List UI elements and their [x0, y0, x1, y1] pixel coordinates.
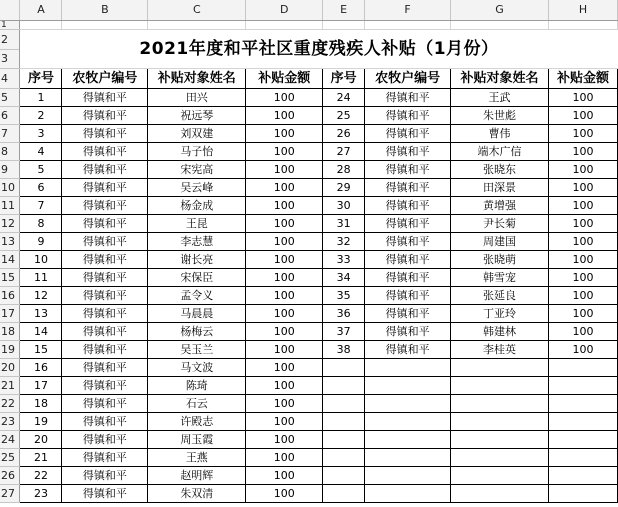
cell-seq[interactable]: 6: [20, 178, 62, 196]
cell-household-id[interactable]: 得镇和平: [62, 448, 148, 466]
cell-amount[interactable]: 100: [548, 142, 617, 160]
row-header[interactable]: [0, 29, 20, 68]
row-header[interactable]: 17: [0, 304, 20, 322]
row-number: 3: [1, 51, 8, 65]
cell-recipient-name[interactable]: 张晓东: [451, 160, 549, 178]
cell-recipient-name[interactable]: 曹伟: [451, 124, 549, 142]
table-row: [0, 430, 618, 448]
table-row: [0, 340, 618, 358]
row-header[interactable]: 1: [0, 20, 20, 29]
cell-household-id[interactable]: 得镇和平: [62, 124, 148, 142]
cell-household-id[interactable]: 得镇和平: [365, 268, 451, 286]
cell-amount[interactable]: [548, 430, 617, 448]
cell-amount[interactable]: 100: [246, 196, 323, 214]
cell-amount[interactable]: 100: [246, 178, 323, 196]
row-header[interactable]: 25: [0, 448, 20, 466]
cell-amount[interactable]: 100: [246, 88, 323, 106]
cell-seq[interactable]: 36: [323, 304, 365, 322]
cell-amount[interactable]: 100: [246, 142, 323, 160]
cell-seq[interactable]: [323, 430, 365, 448]
cell-recipient-name[interactable]: 黄增强: [451, 196, 549, 214]
cell-household-id[interactable]: 得镇和平: [62, 304, 148, 322]
cell-amount[interactable]: 100: [246, 322, 323, 340]
cell-household-id[interactable]: 得镇和平: [62, 340, 148, 358]
header-amount-left[interactable]: 补贴金额: [246, 68, 323, 88]
table-row: [0, 196, 618, 214]
cell-household-id[interactable]: 得镇和平: [365, 340, 451, 358]
cell-seq[interactable]: 15: [20, 340, 62, 358]
cell-amount[interactable]: [548, 376, 617, 394]
cell-seq[interactable]: [323, 448, 365, 466]
cell-amount[interactable]: 100: [246, 214, 323, 232]
cell-seq[interactable]: [323, 376, 365, 394]
cell-recipient-name[interactable]: 孟令义: [148, 286, 246, 304]
cell-recipient-name[interactable]: 吴玉兰: [148, 340, 246, 358]
cell-recipient-name[interactable]: [451, 358, 549, 376]
cell-recipient-name[interactable]: [451, 484, 549, 502]
sheet-row-2: [0, 29, 618, 68]
cell-seq[interactable]: 21: [20, 448, 62, 466]
cell-amount[interactable]: 100: [548, 124, 617, 142]
cell-amount[interactable]: 100: [246, 160, 323, 178]
cell-seq[interactable]: 32: [323, 232, 365, 250]
cell-amount[interactable]: 100: [548, 304, 617, 322]
cell-household-id[interactable]: 得镇和平: [365, 88, 451, 106]
row-header[interactable]: 18: [0, 322, 20, 340]
cell-seq[interactable]: [323, 394, 365, 412]
cell-seq[interactable]: 1: [20, 88, 62, 106]
row-header[interactable]: 26: [0, 466, 20, 484]
cell-seq[interactable]: 27: [323, 142, 365, 160]
cell-household-id[interactable]: 得镇和平: [365, 106, 451, 124]
table-row: [0, 394, 618, 412]
cell-amount[interactable]: 100: [548, 178, 617, 196]
cell-seq[interactable]: 33: [323, 250, 365, 268]
cell[interactable]: [62, 20, 148, 29]
table-row: [0, 106, 618, 124]
row-header[interactable]: 20: [0, 358, 20, 376]
table-row: [0, 412, 618, 430]
cell-amount[interactable]: [548, 394, 617, 412]
table-row: [0, 124, 618, 142]
cell-household-id[interactable]: 得镇和平: [365, 286, 451, 304]
cell-seq[interactable]: 16: [20, 358, 62, 376]
cell-amount[interactable]: 100: [246, 412, 323, 430]
column-header-g[interactable]: G: [451, 0, 549, 20]
header-household-id-right[interactable]: 农牧户编号: [365, 68, 451, 88]
cell[interactable]: [548, 20, 617, 29]
row-header[interactable]: 16: [0, 286, 20, 304]
cell-recipient-name[interactable]: 宋保臣: [148, 268, 246, 286]
cell-seq[interactable]: 19: [20, 412, 62, 430]
cell-seq[interactable]: 22: [20, 466, 62, 484]
table-row: [0, 88, 618, 106]
cell-household-id[interactable]: 得镇和平: [365, 196, 451, 214]
row-header[interactable]: 5: [0, 88, 20, 106]
column-header-a[interactable]: A: [20, 0, 62, 20]
table-row: [0, 448, 618, 466]
cell-recipient-name[interactable]: 周建国: [451, 232, 549, 250]
cell-seq[interactable]: 28: [323, 160, 365, 178]
row-header[interactable]: 7: [0, 124, 20, 142]
cell-household-id[interactable]: 得镇和平: [365, 214, 451, 232]
cell-seq[interactable]: [323, 466, 365, 484]
cell-amount[interactable]: 100: [246, 106, 323, 124]
cell-recipient-name[interactable]: [451, 394, 549, 412]
cell-seq[interactable]: 30: [323, 196, 365, 214]
cell-household-id[interactable]: 得镇和平: [62, 268, 148, 286]
cell-recipient-name[interactable]: [451, 466, 549, 484]
cell-recipient-name[interactable]: [451, 412, 549, 430]
cell-household-id[interactable]: 得镇和平: [62, 376, 148, 394]
table-row: [0, 484, 618, 502]
cell-seq[interactable]: 26: [323, 124, 365, 142]
cell-recipient-name[interactable]: 张晓萌: [451, 250, 549, 268]
cell-recipient-name[interactable]: 马子怡: [148, 142, 246, 160]
cell-household-id[interactable]: 得镇和平: [62, 232, 148, 250]
cell-seq[interactable]: 11: [20, 268, 62, 286]
row-header[interactable]: 4: [0, 68, 20, 88]
cell-recipient-name[interactable]: 宋宪高: [148, 160, 246, 178]
cell-seq[interactable]: 25: [323, 106, 365, 124]
cell-household-id[interactable]: 得镇和平: [62, 412, 148, 430]
cell-seq[interactable]: [323, 484, 365, 502]
table-row: [0, 322, 618, 340]
cell-household-id[interactable]: 得镇和平: [62, 106, 148, 124]
table-row: [0, 214, 618, 232]
row-header[interactable]: 10: [0, 178, 20, 196]
cell-seq[interactable]: 17: [20, 376, 62, 394]
cell-seq[interactable]: 4: [20, 142, 62, 160]
table-row: [0, 142, 618, 160]
cell-recipient-name[interactable]: 朱世彪: [451, 106, 549, 124]
cell-recipient-name[interactable]: [451, 448, 549, 466]
cell-recipient-name[interactable]: 王燕: [148, 448, 246, 466]
header-seq-right[interactable]: 序号: [323, 68, 365, 88]
cell-recipient-name[interactable]: 刘双建: [148, 124, 246, 142]
cell-recipient-name[interactable]: 杨梅云: [148, 322, 246, 340]
cell-recipient-name[interactable]: 田兴: [148, 88, 246, 106]
cell-amount[interactable]: 100: [246, 466, 323, 484]
select-all-corner[interactable]: [0, 0, 20, 20]
cell-seq[interactable]: 18: [20, 394, 62, 412]
cell-recipient-name[interactable]: 陈琦: [148, 376, 246, 394]
cell-recipient-name[interactable]: 杨金成: [148, 196, 246, 214]
table-row: [0, 376, 618, 394]
row-header[interactable]: 12: [0, 214, 20, 232]
cell-recipient-name[interactable]: 李桂英: [451, 340, 549, 358]
cell-seq[interactable]: 31: [323, 214, 365, 232]
cell-recipient-name[interactable]: 祝远琴: [148, 106, 246, 124]
cell-amount[interactable]: 100: [548, 160, 617, 178]
cell-recipient-name[interactable]: 许殿志: [148, 412, 246, 430]
table-row: [0, 160, 618, 178]
cell-amount[interactable]: 100: [246, 394, 323, 412]
cell-household-id[interactable]: 得镇和平: [62, 358, 148, 376]
row-header[interactable]: 6: [0, 106, 20, 124]
table-row: [0, 358, 618, 376]
cell-household-id[interactable]: 得镇和平: [365, 142, 451, 160]
table-row: [0, 268, 618, 286]
cell-seq[interactable]: 29: [323, 178, 365, 196]
row-header[interactable]: 24: [0, 430, 20, 448]
cell-amount[interactable]: 100: [548, 88, 617, 106]
column-header-b[interactable]: B: [62, 0, 148, 20]
column-header-h[interactable]: H: [548, 0, 617, 20]
cell-household-id[interactable]: 得镇和平: [365, 124, 451, 142]
cell[interactable]: [365, 20, 451, 29]
cell-household-id[interactable]: [365, 484, 451, 502]
cell-amount[interactable]: [548, 466, 617, 484]
cell-recipient-name[interactable]: 石云: [148, 394, 246, 412]
cell-recipient-name[interactable]: 李志慧: [148, 232, 246, 250]
cell-amount[interactable]: 100: [246, 250, 323, 268]
cell-amount[interactable]: 100: [548, 322, 617, 340]
cell-seq[interactable]: 35: [323, 286, 365, 304]
table-row: [0, 466, 618, 484]
column-header-d[interactable]: D: [246, 0, 323, 20]
table-row: [0, 250, 618, 268]
header-amount-right[interactable]: 补贴金额: [548, 68, 617, 88]
cell-seq[interactable]: 23: [20, 484, 62, 502]
cell-seq[interactable]: 24: [323, 88, 365, 106]
row-header[interactable]: 14: [0, 250, 20, 268]
cell-seq[interactable]: 14: [20, 322, 62, 340]
row-header[interactable]: 8: [0, 142, 20, 160]
row-number: 2: [0, 30, 19, 50]
header-recipient-name-left[interactable]: 补贴对象姓名: [148, 68, 246, 88]
cell-recipient-name[interactable]: 马晨晨: [148, 304, 246, 322]
cell-recipient-name[interactable]: 朱双清: [148, 484, 246, 502]
cell-recipient-name[interactable]: 尹长菊: [451, 214, 549, 232]
cell-amount[interactable]: 100: [246, 358, 323, 376]
cell-household-id[interactable]: 得镇和平: [365, 232, 451, 250]
cell-recipient-name[interactable]: 丁亚玲: [451, 304, 549, 322]
cell-amount[interactable]: 100: [246, 448, 323, 466]
cell[interactable]: [323, 20, 365, 29]
column-header-f[interactable]: F: [365, 0, 451, 20]
cell-amount[interactable]: 100: [246, 430, 323, 448]
cell-household-id[interactable]: [365, 376, 451, 394]
cell-seq[interactable]: 9: [20, 232, 62, 250]
cell-recipient-name[interactable]: [451, 430, 549, 448]
cell-seq[interactable]: 2: [20, 106, 62, 124]
cell-household-id[interactable]: [365, 430, 451, 448]
row-header[interactable]: 22: [0, 394, 20, 412]
cell-amount[interactable]: [548, 412, 617, 430]
cell[interactable]: [246, 20, 323, 29]
cell-household-id[interactable]: 得镇和平: [62, 286, 148, 304]
cell-household-id[interactable]: [365, 394, 451, 412]
cell-amount[interactable]: 100: [548, 232, 617, 250]
cell-seq[interactable]: 3: [20, 124, 62, 142]
cell-household-id[interactable]: 得镇和平: [365, 304, 451, 322]
table-row: [0, 286, 618, 304]
cell-household-id[interactable]: 得镇和平: [365, 250, 451, 268]
table-row: [0, 304, 618, 322]
cell-household-id[interactable]: 得镇和平: [62, 196, 148, 214]
cell-seq[interactable]: 5: [20, 160, 62, 178]
cell[interactable]: [20, 20, 62, 29]
cell-household-id[interactable]: 得镇和平: [62, 322, 148, 340]
cell-amount[interactable]: 100: [548, 196, 617, 214]
row-header[interactable]: 13: [0, 232, 20, 250]
row-header[interactable]: 9: [0, 160, 20, 178]
cell-amount[interactable]: 100: [246, 340, 323, 358]
cell-amount[interactable]: [548, 448, 617, 466]
table-row: [0, 232, 618, 250]
cell-household-id[interactable]: 得镇和平: [62, 484, 148, 502]
row-header[interactable]: 15: [0, 268, 20, 286]
row-header[interactable]: 19: [0, 340, 20, 358]
column-header-e[interactable]: E: [323, 0, 365, 20]
cell-seq[interactable]: 12: [20, 286, 62, 304]
cell-recipient-name[interactable]: 谢长亮: [148, 250, 246, 268]
cell-household-id[interactable]: 得镇和平: [62, 88, 148, 106]
cell-recipient-name[interactable]: 王昆: [148, 214, 246, 232]
cell-household-id[interactable]: 得镇和平: [62, 142, 148, 160]
cell-household-id[interactable]: 得镇和平: [62, 430, 148, 448]
cell-amount[interactable]: 100: [246, 268, 323, 286]
cell-amount[interactable]: [548, 358, 617, 376]
cell-household-id[interactable]: [365, 412, 451, 430]
cell-household-id[interactable]: 得镇和平: [365, 322, 451, 340]
cell-seq[interactable]: 37: [323, 322, 365, 340]
cell-recipient-name[interactable]: 韩建林: [451, 322, 549, 340]
cell-seq[interactable]: 38: [323, 340, 365, 358]
cell-recipient-name[interactable]: 张延良: [451, 286, 549, 304]
table-header-row: [0, 68, 618, 88]
cell-recipient-name[interactable]: 赵明辉: [148, 466, 246, 484]
row-header[interactable]: 21: [0, 376, 20, 394]
column-header-row: [0, 0, 618, 20]
header-recipient-name-right[interactable]: 补贴对象姓名: [451, 68, 549, 88]
cell-recipient-name[interactable]: 端木广信: [451, 142, 549, 160]
cell[interactable]: [148, 20, 246, 29]
cell-household-id[interactable]: 得镇和平: [62, 160, 148, 178]
header-household-id-left[interactable]: 农牧户编号: [62, 68, 148, 88]
cell-seq[interactable]: 13: [20, 304, 62, 322]
column-header-c[interactable]: C: [148, 0, 246, 20]
cell-recipient-name[interactable]: 王武: [451, 88, 549, 106]
sheet-title[interactable]: 2021年度和平社区重度残疾人补贴（1月份）: [20, 29, 618, 68]
cell-household-id[interactable]: 得镇和平: [365, 178, 451, 196]
cell-amount[interactable]: [548, 484, 617, 502]
cell-amount[interactable]: 100: [548, 268, 617, 286]
cell-amount[interactable]: 100: [548, 286, 617, 304]
cell-recipient-name[interactable]: [451, 376, 549, 394]
cell-household-id[interactable]: 得镇和平: [62, 214, 148, 232]
cell-seq[interactable]: 20: [20, 430, 62, 448]
cell-household-id[interactable]: 得镇和平: [62, 178, 148, 196]
cell[interactable]: [451, 20, 549, 29]
cell-household-id[interactable]: 得镇和平: [62, 466, 148, 484]
cell-seq[interactable]: [323, 412, 365, 430]
cell-amount[interactable]: 100: [246, 376, 323, 394]
cell-amount[interactable]: 100: [548, 340, 617, 358]
cell-amount[interactable]: 100: [246, 484, 323, 502]
cell-household-id[interactable]: [365, 358, 451, 376]
cell-recipient-name[interactable]: 吴云峰: [148, 178, 246, 196]
cell-household-id[interactable]: [365, 448, 451, 466]
cell-amount[interactable]: 100: [246, 304, 323, 322]
cell-recipient-name[interactable]: 田深景: [451, 178, 549, 196]
cell-recipient-name[interactable]: 马文波: [148, 358, 246, 376]
row-header[interactable]: 11: [0, 196, 20, 214]
cell-household-id[interactable]: 得镇和平: [62, 250, 148, 268]
cell-amount[interactable]: 100: [246, 286, 323, 304]
header-seq-left[interactable]: 序号: [20, 68, 62, 88]
row-header[interactable]: 23: [0, 412, 20, 430]
cell-amount[interactable]: 100: [548, 106, 617, 124]
cell-household-id[interactable]: [365, 466, 451, 484]
cell-amount[interactable]: 100: [246, 124, 323, 142]
cell-seq[interactable]: 34: [323, 268, 365, 286]
cell-amount[interactable]: 100: [246, 232, 323, 250]
cell-seq[interactable]: 8: [20, 214, 62, 232]
cell-seq[interactable]: [323, 358, 365, 376]
sheet-row-1: [0, 20, 618, 29]
table-row: [0, 178, 618, 196]
cell-recipient-name[interactable]: 周玉霞: [148, 430, 246, 448]
cell-amount[interactable]: 100: [548, 214, 617, 232]
cell-seq[interactable]: 10: [20, 250, 62, 268]
row-header[interactable]: 27: [0, 484, 20, 502]
cell-recipient-name[interactable]: 韩雪宠: [451, 268, 549, 286]
cell-amount[interactable]: 100: [548, 250, 617, 268]
cell-household-id[interactable]: 得镇和平: [365, 160, 451, 178]
cell-household-id[interactable]: 得镇和平: [62, 394, 148, 412]
cell-seq[interactable]: 7: [20, 196, 62, 214]
